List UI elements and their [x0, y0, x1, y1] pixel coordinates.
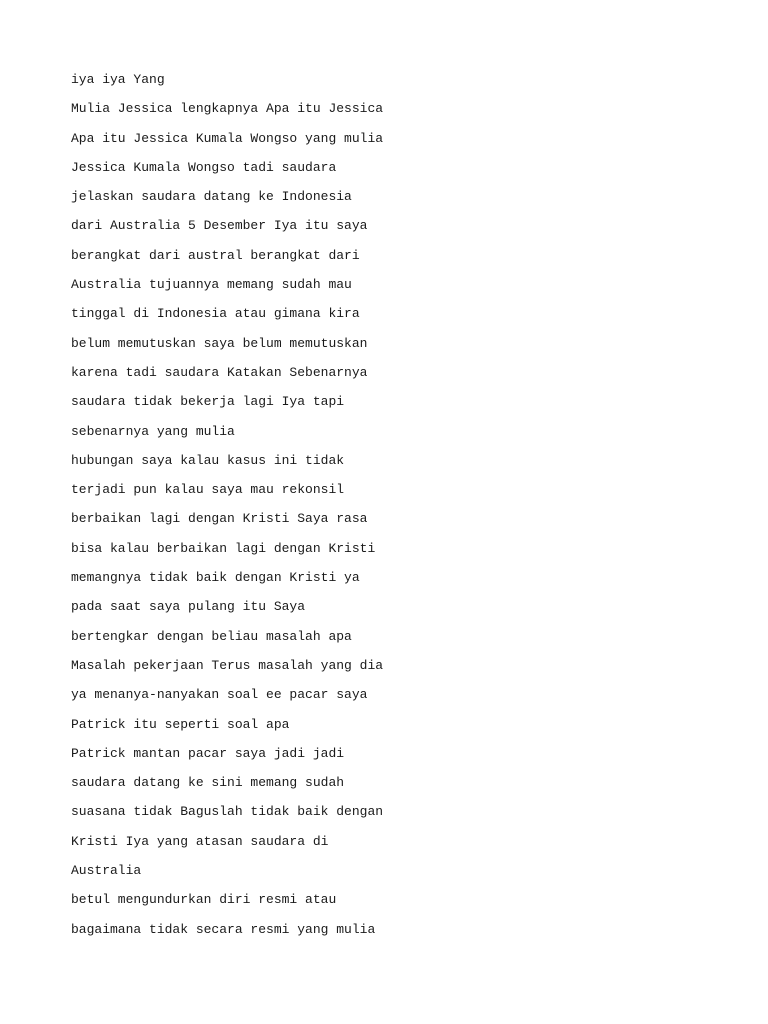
text-line: bagaimana tidak secara resmi yang mulia	[71, 921, 376, 937]
text-line: berangkat dari austral berangkat dari	[71, 247, 360, 263]
text-line: bertengkar dengan beliau masalah apa	[71, 628, 352, 644]
text-line: Mulia Jessica lengkapnya Apa itu Jessica	[71, 101, 384, 117]
text-line: Masalah pekerjaan Terus masalah yang dia	[71, 657, 384, 673]
text-line: hubungan saya kalau kasus ini tidak	[71, 452, 345, 468]
text-line: Apa itu Jessica Kumala Wongso yang mulia	[71, 130, 384, 146]
text-line: ya menanya-nanyakan soal ee pacar saya	[71, 687, 368, 703]
text-line: jelaskan saudara datang ke Indonesia	[71, 189, 352, 205]
transcript-text	[71, 65, 691, 944]
text-line: belum memutuskan saya belum memutuskan	[71, 335, 368, 351]
text-line: Australia	[71, 863, 142, 879]
text-line: betul mengundurkan diri resmi atau	[71, 892, 337, 908]
text-line: pada saat saya pulang itu Saya	[71, 599, 306, 615]
text-line: Australia tujuannya memang sudah mau	[71, 277, 352, 293]
text-line: saudara tidak bekerja lagi Iya tapi	[71, 394, 345, 410]
text-line: bisa kalau berbaikan lagi dengan Kristi	[71, 540, 376, 556]
text-line: Patrick mantan pacar saya jadi jadi	[71, 745, 345, 761]
text-line: berbaikan lagi dengan Kristi Saya rasa	[71, 511, 368, 527]
text-line: dari Australia 5 Desember Iya itu saya	[71, 218, 368, 234]
text-line: iya iya Yang	[71, 72, 165, 87]
text-line: Jessica Kumala Wongso tadi saudara	[71, 159, 337, 175]
text-line: terjadi pun kalau saya mau rekonsil	[71, 482, 345, 498]
text-line: tinggal di Indonesia atau gimana kira	[71, 306, 360, 322]
text-line: sebenarnya yang mulia	[71, 423, 235, 439]
text-line: Kristi Iya yang atasan saudara di	[71, 833, 329, 849]
text-line: suasana tidak Baguslah tidak baik dengan	[71, 804, 384, 820]
text-line: saudara datang ke sini memang sudah	[71, 775, 345, 791]
text-line: Patrick itu seperti soal apa	[71, 716, 290, 732]
text-line: karena tadi saudara Katakan Sebenarnya	[71, 364, 368, 380]
text-line: memangnya tidak baik dengan Kristi ya	[71, 570, 360, 586]
